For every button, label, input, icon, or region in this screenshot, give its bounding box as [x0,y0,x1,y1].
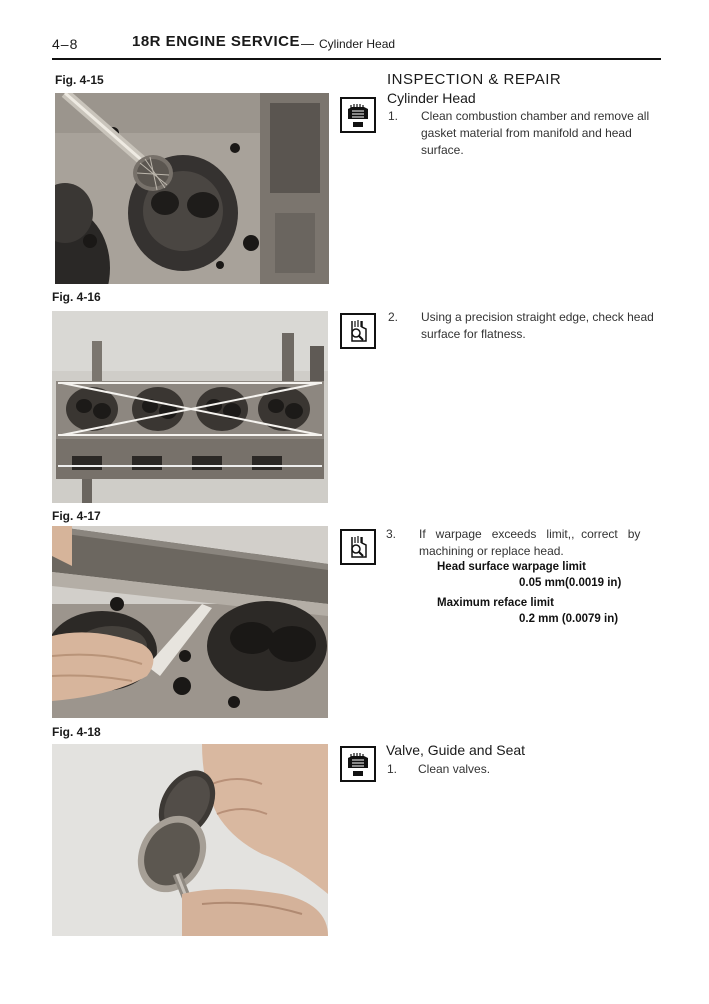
step-line: Clean valves. [418,762,491,776]
step-number: 3. [386,527,397,541]
spec-label: Maximum reface limit [437,597,554,609]
step-text [421,108,666,159]
spec-value: 0.05 mm(0.0019 in) [519,577,622,589]
step-line: gasket material from manifold and head [421,126,632,140]
section-heading: INSPECTION & REPAIR [387,71,562,88]
figure-caption: Fig. 4-18 [52,725,101,739]
step-number: 1. [388,109,399,123]
page-number: 4–8 [52,36,79,52]
photo-straight-edge-check [52,311,328,503]
spec-value: 0.2 mm (0.0079 in) [519,613,619,625]
header-rule [52,58,661,60]
step-text [421,309,666,343]
section-heading: Valve, Guide and Seat [386,742,526,758]
photo-feeler-gauge-measure [52,526,328,718]
step-text [419,526,664,560]
step-number: 1. [387,762,398,776]
header-title: 18R ENGINE SERVICE [132,33,300,50]
step-line: machining or replace head. [419,544,564,558]
figure-caption: Fig. 4-15 [55,73,104,87]
step-line: Clean combustion chamber and remove all [421,109,650,123]
inspect-icon [340,313,376,349]
header-dash: — [301,36,314,51]
clean-icon [340,746,376,782]
step-line: surface. [421,143,464,157]
header-subtitle: Cylinder Head [319,37,396,51]
figure-caption: Fig. 4-16 [52,290,101,304]
step-line: If warpage exceeds limit,, correct by [419,527,641,541]
inspect-icon [340,529,376,565]
section-subheading: Cylinder Head [387,90,476,106]
clean-icon [340,97,376,133]
step-line: surface for flatness. [421,327,526,341]
figure-caption: Fig. 4-17 [52,509,101,523]
step-number: 2. [388,310,399,324]
photo-wire-brush-cleaning [55,93,329,284]
step-text [418,761,663,778]
step-line: Using a precision straight edge, check head [421,310,654,324]
spec-label: Head surface warpage limit [437,561,586,573]
photo-cleaning-valves [52,744,328,936]
